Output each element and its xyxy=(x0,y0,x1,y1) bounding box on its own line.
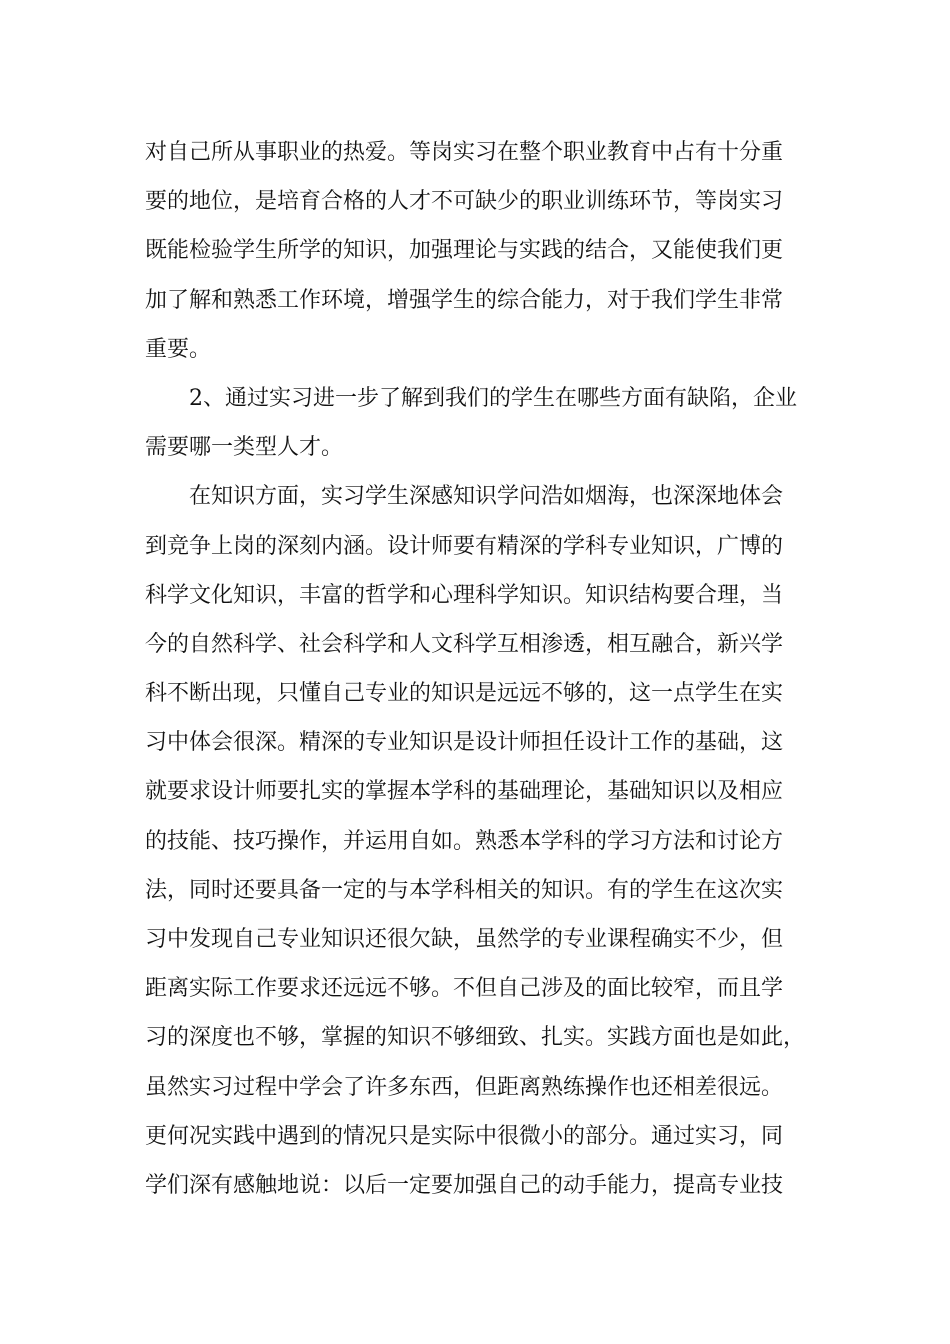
text-line: 需要哪一类型人才。 xyxy=(145,435,344,461)
text-line: 加了解和熟悉工作环境，增强学生的综合能力，对于我们学生非常 xyxy=(145,287,784,313)
text-line: 重要。 xyxy=(145,336,212,362)
text-line xyxy=(145,1210,810,1259)
text-line: 今的自然科学、社会科学和人文科学互相渗透，相互融合，新兴学 xyxy=(145,631,784,657)
text-line: 科不断出现，只懂自己专业的知识是远远不够的，这一点学生在实 xyxy=(145,681,784,707)
body-text xyxy=(145,128,810,1259)
text-line: 到竞争上岗的深刻内涵。设计师要有精深的学科专业知识，广博的 xyxy=(145,533,784,559)
text-line: 习中体会很深。精深的专业知识是设计师担任设计工作的基础，这 xyxy=(145,730,784,756)
text-line: 学们深有感触地说：以后一定要加强自己的动手能力，提高专业技 xyxy=(145,1172,784,1198)
text-line: 更何况实践中遇到的情况只是实际中很微小的部分。通过实习，同 xyxy=(145,1123,784,1149)
paragraph-1 xyxy=(145,128,810,374)
text-line: 既能检验学生所学的知识，加强理论与实践的结合，又能使我们更 xyxy=(145,238,784,264)
text-line: 要的地位，是培育合格的人才不可缺少的职业训练环节，等岗实习 xyxy=(145,189,784,215)
text-line: 科学文化知识，丰富的哲学和心理科学知识。知识结构要合理，当 xyxy=(145,582,784,608)
paragraph-2 xyxy=(145,374,810,472)
text-line: 的技能、技巧操作，并运用自如。熟悉本学科的学习方法和讨论方 xyxy=(145,828,784,854)
text-line: 虽然实习过程中学会了许多东西，但距离熟练操作也还相差很远。 xyxy=(145,1074,784,1100)
text-line: 法，同时还要具备一定的与本学科相关的知识。有的学生在这次实 xyxy=(145,877,784,903)
text-line: 习中发现自己专业知识还很欠缺，虽然学的专业课程确实不少，但 xyxy=(145,927,784,952)
text-line: 在知识方面，实习学生深感知识学问浩如烟海，也深深地体会 xyxy=(189,484,784,510)
text-line: 对自己所从事职业的热爱。等岗实习在整个职业教育中占有十分重 xyxy=(145,140,784,165)
text-line: 就要求设计师要扎实的掌握本学科的基础理论，基础知识以及相应 xyxy=(145,779,784,805)
text-line: 习的深度也不够，掌握的知识不够细致、扎实。实践方面也是如此， xyxy=(145,1025,806,1051)
paragraph-3 xyxy=(145,472,810,1259)
text-line: 距离实际工作要求还远远不够。不但自己涉及的面比较窄，而且学 xyxy=(145,976,784,1002)
text-line: 2、通过实习进一步了解到我们的学生在哪些方面有缺陷，企业 xyxy=(189,385,797,411)
